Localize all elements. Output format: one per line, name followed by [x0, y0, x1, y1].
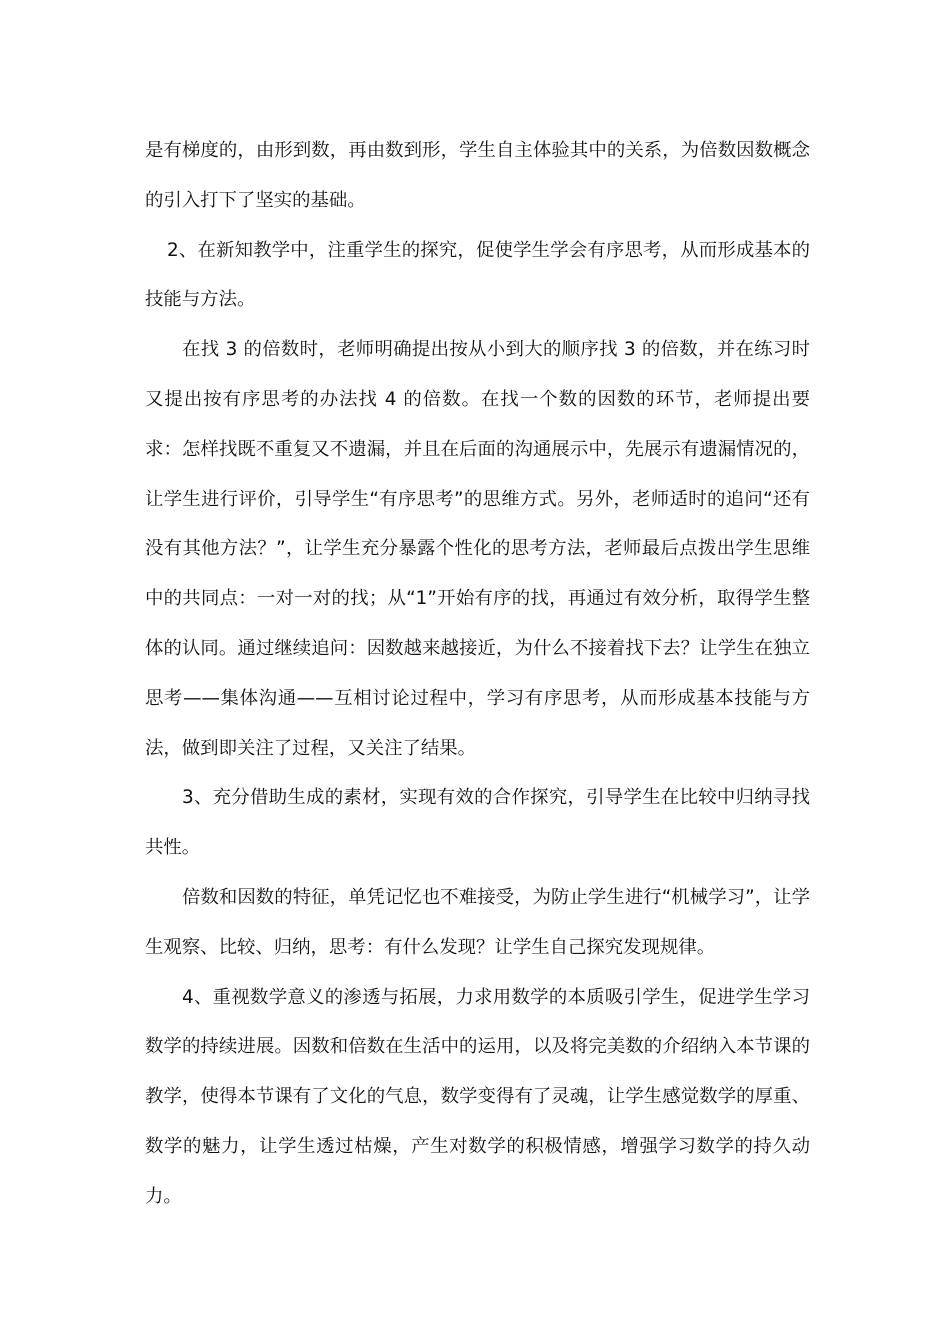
- document-body: [145, 126, 810, 1222]
- paragraph-point-2-heading: 2、在新知教学中，注重学生的探究，促使学生学会有序思考，从而形成基本的技能与方法。: [145, 239, 810, 311]
- paragraph-point-3-heading: 3、充分借助生成的素材，实现有效的合作探究，引导学生在比较中归纳寻找共性。: [145, 787, 810, 859]
- paragraph-point-3-body: 倍数和因数的特征，单凭记忆也不难接受，为防止学生进行“机械学习”，让学生观察、比较、归纳，思考：有什么发现？让学生自己探究发现规律。: [145, 886, 810, 958]
- paragraph-point-2-body: 在找 3 的倍数时，老师明确提出按从小到大的顺序找 3 的倍数，并在练习时又提出按有序思考的办法找 4 的倍数。在找一个数的因数的环节，老师提出要求：怎样找既不重复又不遗漏，并且在后面的沟通展示中，先展示有遗漏情况的，让学生进行评价，引导学生“有序思考”的思维方式。另外，老师适时的追问“还有没有其他方法？”，让学生充分暴露个性化的思考方法，老师最后点拨出学生思维中的共同点：一对一对的找；从“1”开始有序的找，再通过有效分析，取得学生整体的认同。通过继续追问：因数越来越接近，为什么不接着找下去？让学生在独立思考——集体沟通——互相讨论过程中，学习有序思考，从而形成基本技能与方法，做到即关注了过程，又关注了结果。: [145, 339, 810, 759]
- paragraph-point-4: 4、重视数学意义的渗透与拓展，力求用数学的本质吸引学生，促进学生学习数学的持续进展。因数和倍数在生活中的运用，以及将完美数的介绍纳入本节课的教学，使得本节课有了文化的气息，数学变得有了灵魂，让学生感觉数学的厚重、数学的魅力，让学生透过枯燥，产生对数学的积极情感，增强学习数学的持久动力。: [145, 986, 810, 1207]
- paragraph-continuation: 是有梯度的，由形到数，再由数到形，学生自主体验其中的关系，为倍数因数概念的引入打下了坚实的基础。: [145, 140, 810, 211]
